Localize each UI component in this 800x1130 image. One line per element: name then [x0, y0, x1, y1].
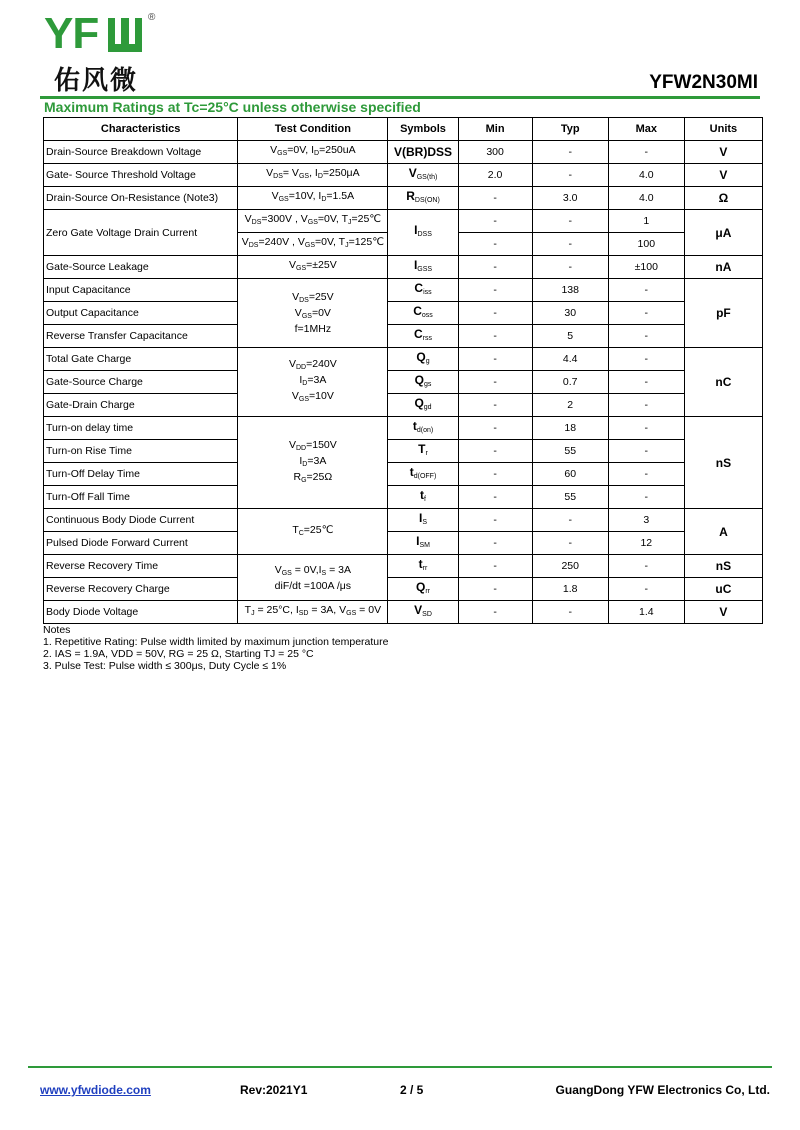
table-row — [44, 417, 763, 440]
table-row — [44, 532, 763, 555]
row-symbol: $I_S$ — [388, 509, 458, 532]
row-typ: - — [532, 532, 608, 555]
table-row — [44, 463, 763, 486]
row-symbol: $I_{DSS}$ — [388, 210, 458, 256]
section-title: Maximum Ratings at Tc=25°C unless otherwise specified — [44, 99, 421, 115]
row-symbol: $t_f$ — [388, 486, 458, 509]
row-min: - — [458, 371, 532, 394]
row-condition: $V_{DS}=300V$ , $V_{GS}=0V$, $T_J=25℃$ — [238, 210, 388, 233]
row-max: - — [608, 371, 684, 394]
header-test-condition: Test Condition — [238, 118, 388, 141]
row-min: 2.0 — [458, 164, 532, 187]
website-link[interactable]: www.yfwdiode.com — [40, 1083, 151, 1097]
row-max: - — [608, 325, 684, 348]
logo-w-mark — [108, 18, 142, 52]
row-symbol: $t_{rr}$ — [388, 555, 458, 578]
row-typ: 4.4 — [532, 348, 608, 371]
row-condition: $T_C=25℃$ — [238, 509, 388, 555]
row-min: - — [458, 601, 532, 624]
row-name: Turn-on delay time — [44, 417, 238, 440]
row-max: - — [608, 417, 684, 440]
row-symbol: $C_{iss}$ — [388, 279, 458, 302]
row-name: Turn-Off Fall Time — [44, 486, 238, 509]
row-unit: Ω — [684, 187, 762, 210]
row-unit: nA — [684, 256, 762, 279]
row-min: - — [458, 532, 532, 555]
table-row — [44, 256, 763, 279]
table-row — [44, 601, 763, 624]
row-symbol: $I_{SM}$ — [388, 532, 458, 555]
row-condition: $V_{DD}=240V$ $I_D=3A$ $V_{GS}=10V$ — [238, 348, 388, 417]
row-name: Gate-Source Leakage — [44, 256, 238, 279]
table-row — [44, 325, 763, 348]
row-condition: $T_J = 25^\circ C$, $I_{SD} = 3A$, $V_{GS} = 0V$ — [238, 601, 388, 624]
row-typ: - — [532, 601, 608, 624]
row-typ: 60 — [532, 463, 608, 486]
row-symbol: $C_{oss}$ — [388, 302, 458, 325]
table-row — [44, 187, 763, 210]
row-typ: 55 — [532, 440, 608, 463]
header-max: Max — [608, 118, 684, 141]
row-min: - — [458, 486, 532, 509]
table-row — [44, 210, 763, 233]
header-min: Min — [458, 118, 532, 141]
row-unit: A — [684, 509, 762, 555]
row-symbol: $Q_{gd}$ — [388, 394, 458, 417]
row-min: - — [458, 417, 532, 440]
row-typ: 30 — [532, 302, 608, 325]
row-min: - — [458, 555, 532, 578]
row-max: 100 — [608, 233, 684, 256]
row-max: - — [608, 394, 684, 417]
row-symbol: $V_{GS(th)}$ — [388, 164, 458, 187]
table-row — [44, 509, 763, 532]
row-symbol: $t_{d(OFF)}$ — [388, 463, 458, 486]
row-typ: 1.8 — [532, 578, 608, 601]
row-symbol: $I_{GSS}$ — [388, 256, 458, 279]
row-symbol: $t_{d(on)}$ — [388, 417, 458, 440]
header-units: Units — [684, 118, 762, 141]
row-unit: nS — [684, 417, 762, 509]
row-typ: - — [532, 256, 608, 279]
row-max: - — [608, 440, 684, 463]
row-condition: $V_{DS}=240V$ , $V_{GS}=0V$, $T_J=125℃$ — [238, 233, 388, 256]
row-max: - — [608, 578, 684, 601]
row-max: 12 — [608, 532, 684, 555]
row-typ: - — [532, 210, 608, 233]
row-typ: 55 — [532, 486, 608, 509]
row-typ: 138 — [532, 279, 608, 302]
row-max: - — [608, 486, 684, 509]
row-min: - — [458, 187, 532, 210]
row-max: ±100 — [608, 256, 684, 279]
row-typ: 3.0 — [532, 187, 608, 210]
table-row — [44, 394, 763, 417]
table-row — [44, 555, 763, 578]
company-logo — [44, 9, 164, 96]
notes-title: Notes — [43, 624, 71, 636]
logo-chinese-name: 佑风微 — [54, 66, 139, 96]
row-typ: 2 — [532, 394, 608, 417]
row-name: Pulsed Diode Forward Current — [44, 532, 238, 555]
row-unit: V — [684, 164, 762, 187]
row-typ: - — [532, 141, 608, 164]
part-number: YFW2N30MI — [649, 72, 758, 93]
revision-label: Rev:2021Y1 — [240, 1083, 308, 1097]
row-condition: $V_{GS}=0V$, $I_D=250uA$ — [238, 141, 388, 164]
row-min: - — [458, 302, 532, 325]
row-name: Zero Gate Voltage Drain Current — [44, 210, 238, 256]
row-name: Gate-Drain Charge — [44, 394, 238, 417]
row-symbol: V(BR)DSS — [388, 141, 458, 164]
row-unit: μA — [684, 210, 762, 256]
row-max: 1 — [608, 210, 684, 233]
row-name: Body Diode Voltage — [44, 601, 238, 624]
row-name: Gate- Source Threshold Voltage — [44, 164, 238, 187]
row-max: - — [608, 141, 684, 164]
table-row — [44, 348, 763, 371]
row-typ: 18 — [532, 417, 608, 440]
row-max: 1.4 — [608, 601, 684, 624]
row-min: - — [458, 325, 532, 348]
row-max: 3 — [608, 509, 684, 532]
page-number: 2 / 5 — [400, 1083, 424, 1097]
header-typ: Typ — [532, 118, 608, 141]
row-max: - — [608, 463, 684, 486]
notes-section — [43, 624, 389, 672]
row-unit: V — [684, 601, 762, 624]
row-condition: $V_{DS}=25V$ $V_{GS}=0V$ f=1MHz — [238, 279, 388, 348]
row-typ: 5 — [532, 325, 608, 348]
table-row — [44, 371, 763, 394]
row-symbol: $C_{rss}$ — [388, 325, 458, 348]
row-name: Turn-Off Delay Time — [44, 463, 238, 486]
table-header-row — [44, 118, 763, 141]
table-row — [44, 279, 763, 302]
row-symbol: $Q_{rr}$ — [388, 578, 458, 601]
row-min: - — [458, 463, 532, 486]
row-condition: $V_{GS}=10V$, $I_D=1.5A$ — [238, 187, 388, 210]
row-typ: - — [532, 509, 608, 532]
row-symbol: $Q_g$ — [388, 348, 458, 371]
row-name: Drain-Source Breakdown Voltage — [44, 141, 238, 164]
row-unit: nC — [684, 348, 762, 417]
table-row — [44, 578, 763, 601]
row-min: - — [458, 440, 532, 463]
company-name: GuangDong YFW Electronics Co, Ltd. — [555, 1083, 770, 1097]
row-min: - — [458, 256, 532, 279]
table-row — [44, 440, 763, 463]
table-row — [44, 302, 763, 325]
electrical-characteristics-table — [43, 117, 763, 624]
row-name: Continuous Body Diode Current — [44, 509, 238, 532]
row-max: - — [608, 279, 684, 302]
table-row — [44, 141, 763, 164]
row-unit: uC — [684, 578, 762, 601]
row-max: - — [608, 302, 684, 325]
row-unit: V — [684, 141, 762, 164]
row-condition: $V_{GS} = 0V,I_S = 3A$ diF/dt =100A /μs — [238, 555, 388, 601]
row-name: Gate-Source Charge — [44, 371, 238, 394]
note-item: 3. Pulse Test: Pulse width ≤ 300μs, Duty Cycle ≤ 1% — [43, 660, 287, 672]
row-min: - — [458, 210, 532, 233]
row-typ: 0.7 — [532, 371, 608, 394]
note-item: 2. IAS = 1.9A, VDD = 50V, RG = 25 Ω, Starting TJ = 25 °C — [43, 648, 314, 660]
row-min: - — [458, 348, 532, 371]
row-name: Input Capacitance — [44, 279, 238, 302]
row-min: - — [458, 394, 532, 417]
row-max: - — [608, 348, 684, 371]
note-item: 1. Repetitive Rating: Pulse width limited by maximum junction temperature — [43, 636, 389, 648]
registered-mark: ® — [148, 12, 156, 23]
row-typ: 250 — [532, 555, 608, 578]
row-min: - — [458, 279, 532, 302]
row-name: Reverse Recovery Charge — [44, 578, 238, 601]
row-min: - — [458, 578, 532, 601]
row-max: - — [608, 555, 684, 578]
row-typ: - — [532, 164, 608, 187]
header-symbols: Symbols — [388, 118, 458, 141]
row-min: 300 — [458, 141, 532, 164]
row-condition: $V_{GS}=\pm 25V$ — [238, 256, 388, 279]
row-name: Output Capacitance — [44, 302, 238, 325]
row-name: Reverse Recovery Time — [44, 555, 238, 578]
footer-divider — [28, 1066, 772, 1068]
row-name: Drain-Source On-Resistance (Note3) — [44, 187, 238, 210]
row-symbol: $R_{DS(ON)}$ — [388, 187, 458, 210]
table-row — [44, 486, 763, 509]
table-row — [44, 164, 763, 187]
row-max: 4.0 — [608, 164, 684, 187]
row-min: - — [458, 233, 532, 256]
row-symbol: $V_{SD}$ — [388, 601, 458, 624]
row-condition: $V_{DD}=150V$ $I_D=3A$ $R_G=25\Omega$ — [238, 417, 388, 509]
row-name: Turn-on Rise Time — [44, 440, 238, 463]
header-characteristics: Characteristics — [44, 118, 238, 141]
row-symbol: $T_r$ — [388, 440, 458, 463]
row-unit: pF — [684, 279, 762, 348]
row-condition: $V_{DS}= V_{GS}$, $I_D=250\mu A$ — [238, 164, 388, 187]
row-symbol: $Q_{gs}$ — [388, 371, 458, 394]
row-typ: - — [532, 233, 608, 256]
logo-wordmark: YF — [44, 9, 99, 58]
row-unit: nS — [684, 555, 762, 578]
row-name: Reverse Transfer Capacitance — [44, 325, 238, 348]
row-name: Total Gate Charge — [44, 348, 238, 371]
row-max: 4.0 — [608, 187, 684, 210]
row-min: - — [458, 509, 532, 532]
